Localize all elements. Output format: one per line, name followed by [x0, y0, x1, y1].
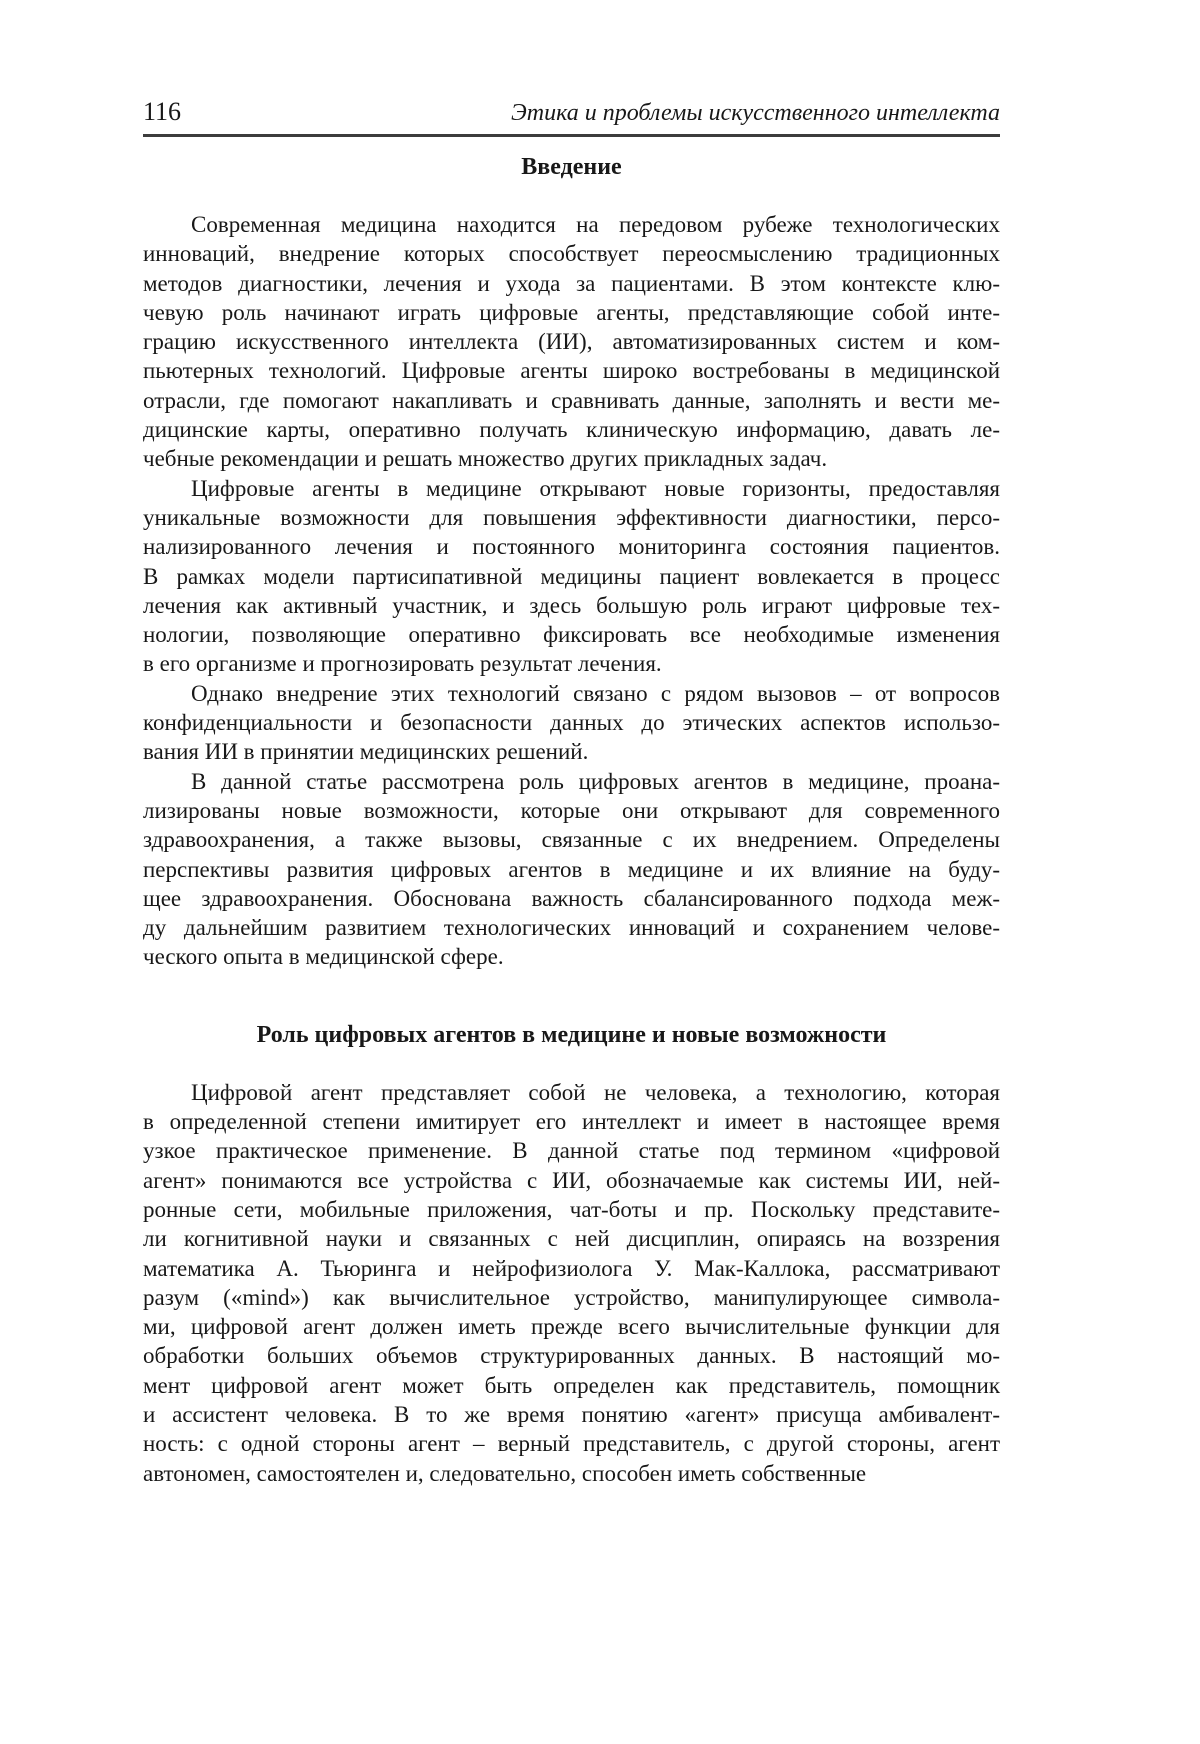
- text-line: здравоохранения, а также вызовы, связанные с их внедрением. Определены: [143, 827, 1000, 853]
- text-line: ду дальнейшим развитием технологических инноваций и сохранением челове-: [143, 915, 1000, 941]
- text-line: нализированного лечения и постоянного мониторинга состояния пациентов.: [143, 534, 1000, 560]
- text-line: дицинские карты, оперативно получать клиническую информацию, давать ле-: [143, 417, 1000, 443]
- text-line: чевую роль начинают играть цифровые агенты, представляющие собой инте-: [143, 299, 1000, 325]
- text-line: ность: с одной стороны агент – верный представитель, с другой стороны, агент: [143, 1431, 1000, 1457]
- text-line: мент цифровой агент может быть определен как представитель, помощник: [143, 1372, 1000, 1398]
- section-heading: Введение: [521, 154, 622, 180]
- text-line: перспективы развития цифровых агентов в медицине и их влияние на буду-: [143, 856, 1000, 882]
- paragraph: [143, 474, 1000, 679]
- text-line: В данной статье рассмотрена роль цифровых агентов в медицине, проана-: [191, 768, 1000, 794]
- text-line: ми, цифровой агент должен иметь прежде всего вычислительные функции для: [143, 1314, 1000, 1340]
- text-line: лечения как активный участник, и здесь большую роль играют цифровые тех-: [143, 592, 1000, 618]
- text-line: разум («mind») как вычислительное устройство, манипулирующее символа-: [143, 1284, 1000, 1310]
- section-heading: Роль цифровых агентов в медицине и новые возможности: [256, 1021, 887, 1048]
- text-line: ли когнитивной науки и связанных с ней дисциплин, опираясь на воззрения: [143, 1226, 1000, 1252]
- text-line: в определенной степени имитирует его интеллект и имеет в настоящее время: [143, 1109, 1000, 1135]
- page-body: [143, 152, 1000, 1488]
- paragraph: [143, 679, 1000, 767]
- text-line: Цифровые агенты в медицине открывают новые горизонты, предоставляя: [191, 475, 1000, 501]
- page-number: 116: [143, 97, 182, 126]
- text-line: вания ИИ в принятии медицинских решений.: [143, 739, 589, 765]
- text-line: Однако внедрение этих технологий связано с рядом вызовов – от вопросов: [191, 680, 1000, 706]
- text-line: нологии, позволяющие оперативно фиксировать все необходимые изменения: [143, 622, 1000, 648]
- running-title: Этика и проблемы искусственного интеллекта: [511, 100, 1000, 126]
- text-line: в его организме и прогнозировать результат лечения.: [143, 651, 662, 677]
- text-line: и ассистент человека. В то же время понятию «агент» присуща амбивалент-: [143, 1401, 1000, 1427]
- text-line: чебные рекомендации и решать множество других прикладных задач.: [143, 446, 828, 472]
- text-line: математика А. Тьюринга и нейрофизиолога У. Мак-Каллока, рассматривают: [143, 1255, 1000, 1281]
- running-header: [143, 98, 1000, 137]
- text-line: ронные сети, мобильные приложения, чат-боты и пр. Поскольку представите-: [143, 1196, 1000, 1222]
- text-line: конфиденциальности и безопасности данных до этических аспектов использо-: [143, 710, 1000, 736]
- text-line: обработки больших объемов структурированных данных. В настоящий мо-: [143, 1343, 1000, 1369]
- text-line: инноваций, внедрение которых способствует переосмыслению традиционных: [143, 241, 1000, 267]
- paragraph: [143, 210, 1000, 474]
- text-line: отрасли, где помогают накапливать и сравнивать данные, заполнять и вести ме-: [143, 387, 1000, 413]
- text-line: грацию искусственного интеллекта (ИИ), автоматизированных систем и ком-: [143, 329, 1000, 355]
- text-line: уникальные возможности для повышения эффективности диагностики, персо-: [143, 504, 1000, 530]
- text-line: В рамках модели партисипативной медицины пациент вовлекается в процесс: [143, 563, 1000, 589]
- paragraph: [143, 1078, 1000, 1488]
- text-line: Цифровой агент представляет собой не человека, а технологию, которая: [191, 1079, 1000, 1105]
- text-line: методов диагностики, лечения и ухода за пациентами. В этом контексте клю-: [143, 270, 1000, 296]
- text-line: лизированы новые возможности, которые они открывают для современного: [143, 797, 1000, 823]
- text-line: узкое практическое применение. В данной статье под термином «цифровой: [143, 1138, 1000, 1164]
- text-line: Современная медицина находится на передовом рубеже технологических: [191, 212, 1000, 237]
- text-line: ческого опыта в медицинской сфере.: [143, 944, 504, 970]
- paragraph: [143, 767, 1000, 972]
- text-line: пьютерных технологий. Цифровые агенты широко востребованы в медицинской: [143, 358, 1000, 384]
- page: [143, 98, 1000, 1488]
- text-line: щее здравоохранения. Обоснована важность сбалансированного подхода меж-: [143, 885, 1000, 911]
- text-line: автономен, самостоятелен и, следовательно, способен иметь собственные: [143, 1460, 867, 1486]
- text-line: агент» понимаются все устройства с ИИ, обозначаемые как системы ИИ, ней-: [143, 1167, 1000, 1193]
